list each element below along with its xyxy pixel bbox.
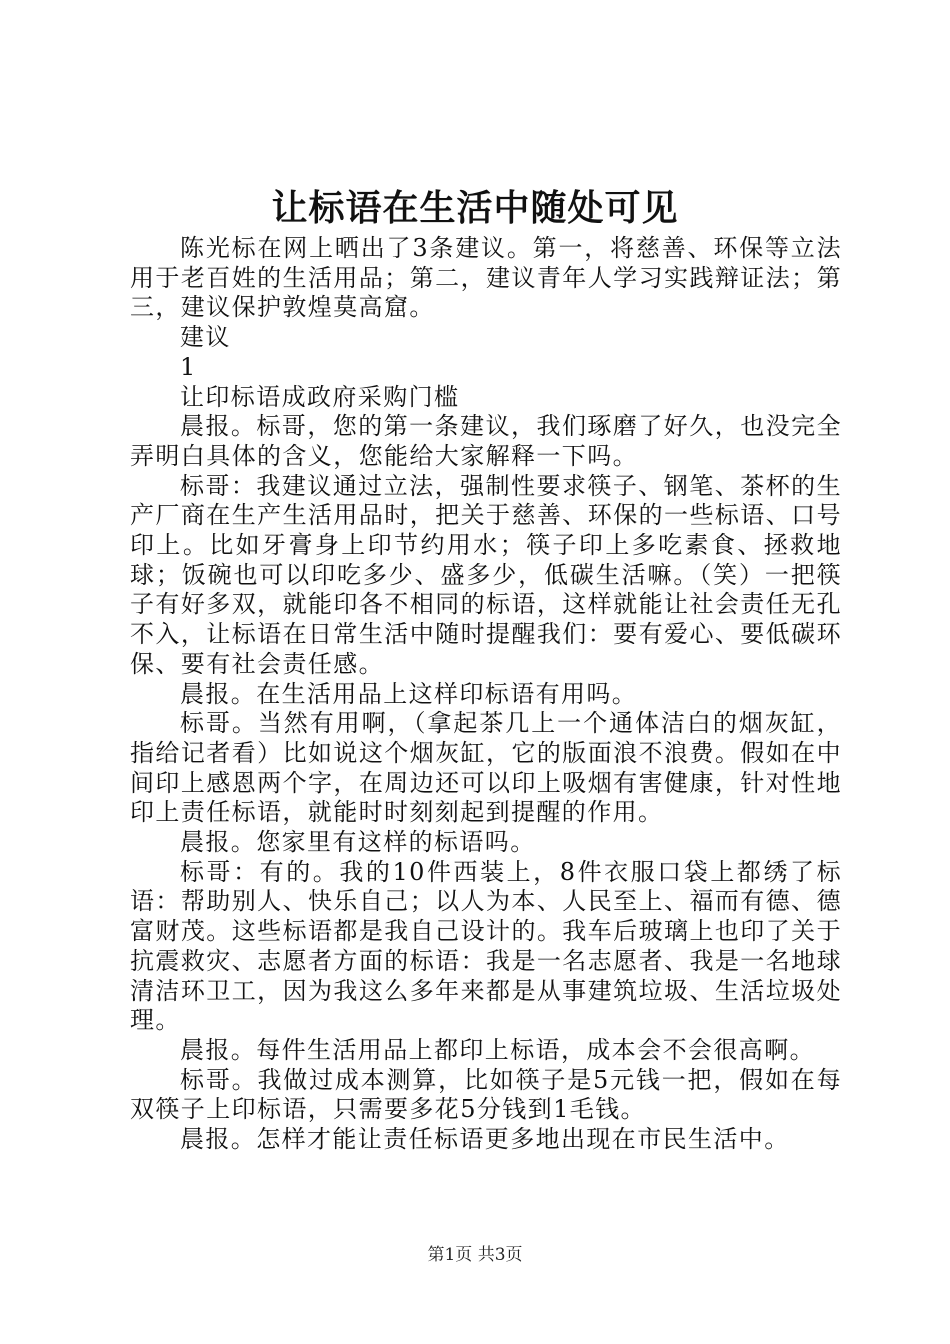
document-title: 让标语在生活中随处可见 — [271, 187, 679, 229]
paragraph: 晨报。您家里有这样的标语吗。 — [180, 828, 536, 857]
paragraph: 标哥。当然有用啊，（拿起茶几上一个通体洁白的烟灰缸，指给记者看）比如说这个烟灰缸，它的版面浪不浪费。假如在中间印上感恩两个字，在周边还可以印上吸烟有害健康，针对性地印上责任标语，就能时时刻刻起到提醒的作用。 — [130, 709, 842, 827]
paragraph: 晨报。每件生活用品上都印上标语，成本会不会很高啊。 — [180, 1035, 815, 1064]
paragraph: 标哥：我建议通过立法，强制性要求筷子、钢笔、茶杯的生产厂商在生产生活用品时，把关于慈善、环保的一些标语、口号印上。比如牙膏身上印节约用水；筷子印上多吃素食、拯救地球；饭碗也可以印吃多少、盛多少，低碳生活嘛。（笑）一把筷子有好多双，就能印各不相同的标语，这样就能让社会责任无孔不入，让标语在日常生活中随时提醒我们：要有爱心、要低碳环保、要有社会责任感。 — [130, 471, 842, 678]
paragraph: 标哥：有的。我的10件西装上，8件衣服口袋上都绣了标语：帮助别人、快乐自己；以人为本、人民至上、福而有德、德富财茂。这些标语都是我自己设计的。我车后玻璃上也印了关于抗震救灾、志愿者方面的标语：我是一名志愿者、我是一名地球清洁环卫工，因为我这么多年来都是从事建筑垃圾、生活垃圾处理。 — [130, 857, 842, 1035]
paragraph: 陈光标在网上晒出了3条建议。第一，将慈善、环保等立法用于老百姓的生活用品；第二，建议青年人学习实践辩证法；第三，建议保护敦煌莫高窟。 — [130, 234, 842, 322]
page-footer: 第1页 共3页 — [427, 1245, 523, 1265]
paragraph: 1 — [180, 352, 197, 381]
paragraph: 标哥。我做过成本测算，比如筷子是5元钱一把，假如在每双筷子上印标语，只需要多花5分钱到1毛钱。 — [130, 1065, 842, 1124]
paragraph: 让印标语成政府采购门槛 — [180, 382, 460, 411]
paragraph: 建议 — [180, 323, 231, 352]
document-body — [130, 234, 842, 1155]
paragraph: 晨报。怎样才能让责任标语更多地出现在市民生活中。 — [180, 1125, 790, 1154]
paragraph: 晨报。在生活用品上这样印标语有用吗。 — [180, 679, 638, 708]
paragraph: 晨报。标哥，您的第一条建议，我们琢磨了好久，也没完全弄明白具体的含义，您能给大家解释一下吗。 — [130, 412, 842, 470]
